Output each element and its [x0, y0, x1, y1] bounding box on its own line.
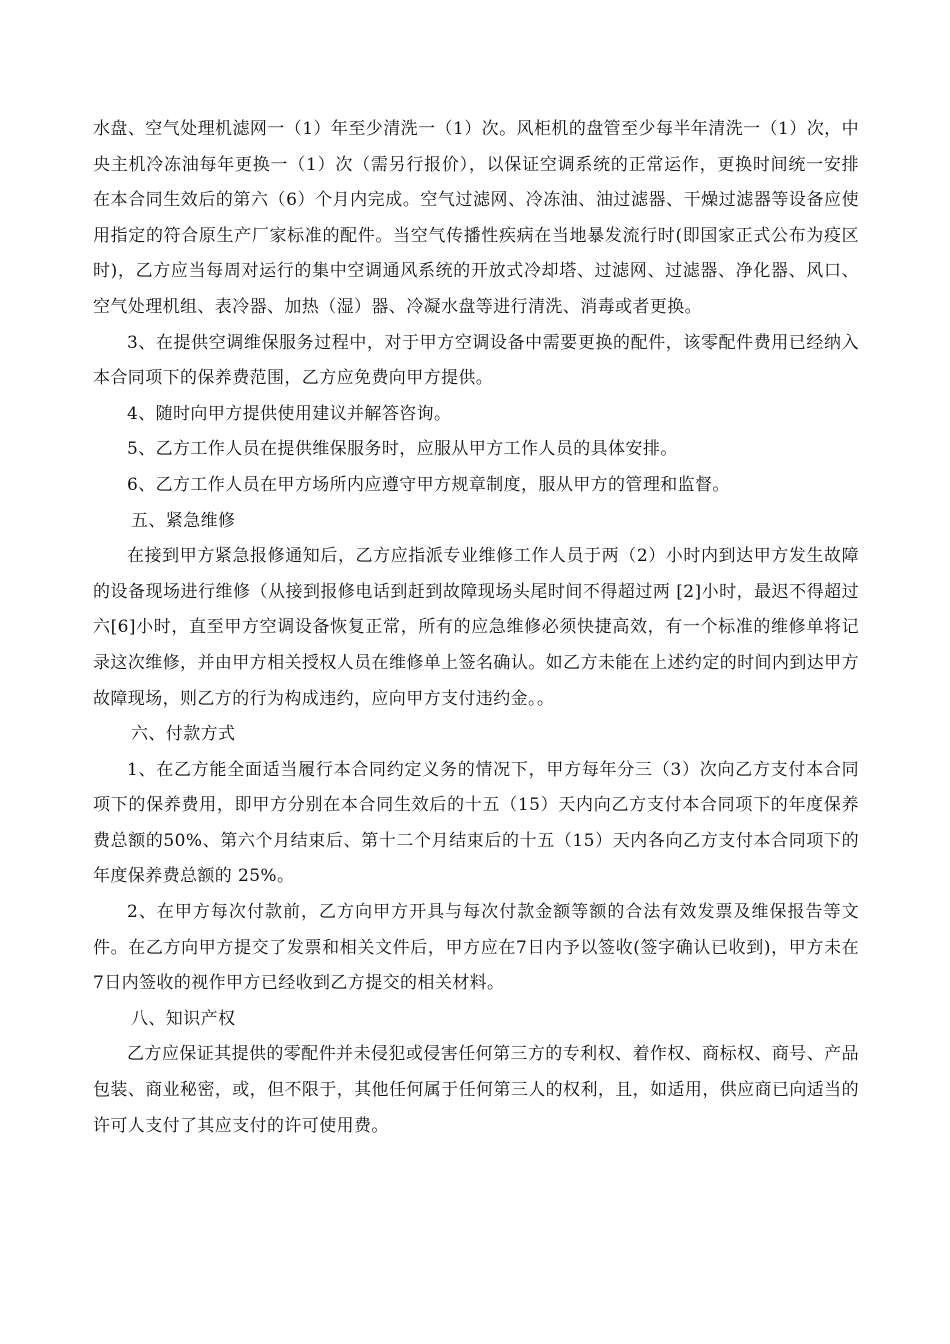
section-heading-emergency-repair: 五、紧急维修	[131, 510, 236, 531]
paragraph-item-3-parts: 3、在提供空调维保服务过程中，对于甲方空调设备中需要更换的配件，该零配件费用已经纳入本合同项下的保养费范围，乙方应免费向甲方提供。	[93, 332, 859, 389]
document-body	[93, 112, 859, 1144]
paragraph-cleaning-schedule: 水盘、空气处理机滤网一（1）年至少清洗一（1）次。风柜机的盘管至少每半年清洗一（1）次，中央主机冷冻油每年更换一（1）次（需另行报价），以保证空调系统的正常运作，更换时间统一安排在本合同生效后的第六（6）个月内完成。空气过滤网、冷冻油、油过滤器、干燥过滤器等设备应使用指定的符合原生产厂家标准的配件。当空气传播性疾病在当地暴发流行时(即国家正式公布为疫区时)，乙方应当每周对运行的集中空调通风系统的开放式冷却塔、过滤网、过滤器、净化器、风口、空气处理机组、表冷器、加热（湿）器、冷凝水盘等进行清洗、消毒或者更换。	[93, 119, 859, 317]
section-heading-payment: 六、付款方式	[131, 724, 236, 745]
paragraph-payment-2: 2、在甲方每次付款前，乙方向甲方开具与每次付款金额等额的合法有效发票及维保报告等文件。在乙方向甲方提交了发票和相关文件后，甲方应在7日内予以签收(签字确认已收到)，甲方未在7日内签收的视作甲方已经收到乙方提交的相关材料。	[93, 902, 859, 994]
paragraph-payment-1: 1、在乙方能全面适当履行本合同约定义务的情况下，甲方每年分三（3）次向乙方支付本合同项下的保养费用，即甲方分别在本合同生效后的十五（15）天内向乙方支付本合同项下的年度保养费总额的50%、第六个月结束后、第十二个月结束后的十五（15）天内各向乙方支付本合同项下的年度保养费总额的 25%。	[93, 759, 859, 887]
paragraph-item-4-advice: 4、随时向甲方提供使用建议并解答咨询。	[127, 403, 452, 424]
paragraph-intellectual-property: 乙方应保证其提供的零配件并未侵犯或侵害任何第三方的专利权、着作权、商标权、商号、产品包装、商业秘密，或，但不限于，其他任何属于任何第三人的权利，且，如适用，供应商已向适当的许可人支付了其应支付的许可使用费。	[93, 1044, 859, 1136]
paragraph-emergency-repair: 在接到甲方紧急报修通知后，乙方应指派专业维修工作人员于两（2）小时内到达甲方发生故障的设备现场进行维修（从接到报修电话到赶到故障现场头尾时间不得超过两 [2]小时，最迟不得超过六[6]小时，直至甲方空调设备恢复正常，所有的应急维修必须快捷高效，有一个标准的维修单将记录这次维修，并由甲方相关授权人员在维修单上签名确认。如乙方未能在上述约定的时间内到达甲方故障现场，则乙方的行为构成违约，应向甲方支付违约金。。	[93, 546, 859, 709]
paragraph-item-6-rules: 6、乙方工作人员在甲方场所内应遵守甲方规章制度，服从甲方的管理和监督。	[127, 474, 730, 495]
section-heading-intellectual-property: 八、知识产权	[131, 1008, 236, 1029]
paragraph-item-5-arrangement: 5、乙方工作人员在提供维保服务时，应服从甲方工作人员的具体安排。	[127, 439, 678, 460]
